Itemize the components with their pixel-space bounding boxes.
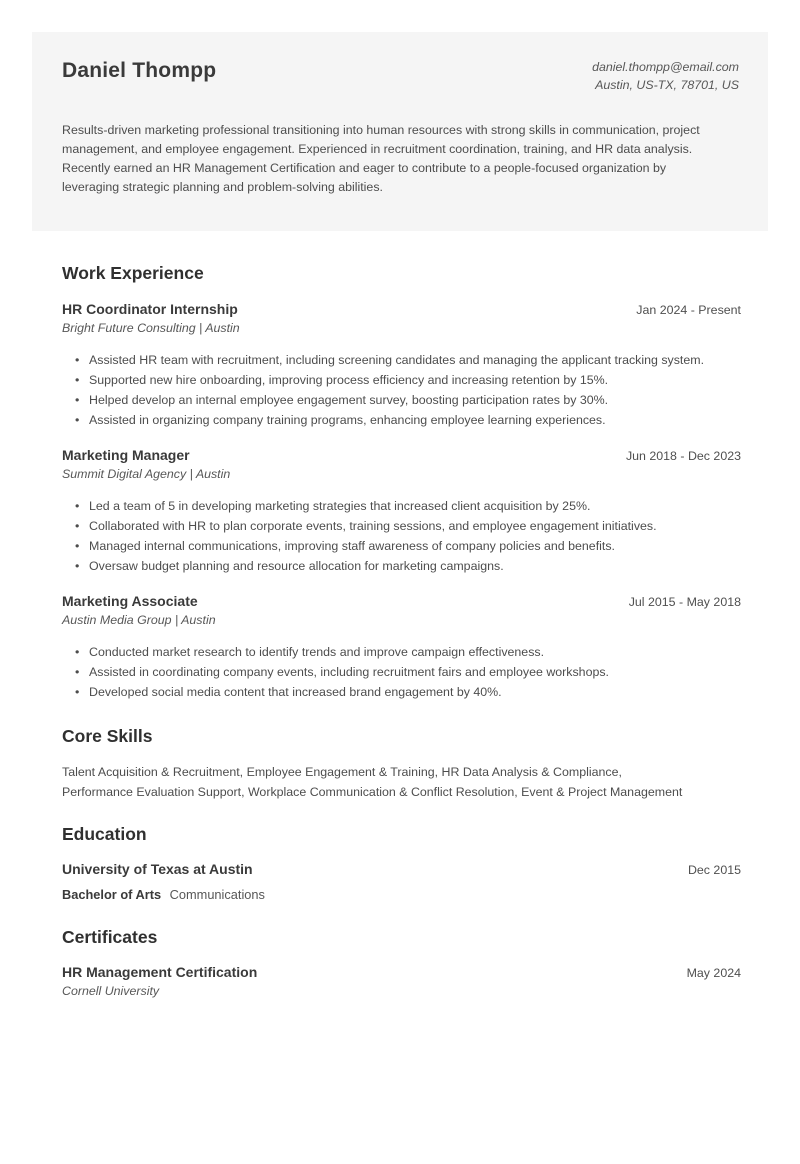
job-bullet: • Assisted in coordinating company events, including recruitment fairs and employee workshops.	[89, 663, 741, 682]
job-bullet: • Assisted in organizing company training programs, enhancing employee learning experiences.	[89, 411, 741, 430]
job-header	[62, 447, 741, 464]
certificate-issuer: Cornell University	[62, 984, 160, 998]
job-bullet: • Helped develop an internal employee engagement survey, boosting participation rates by 30%.	[89, 391, 741, 410]
job-role: Marketing Manager	[62, 447, 190, 463]
job-dates: Jul 2015 - May 2018	[628, 595, 741, 609]
job-bullet: • Developed social media content that increased brand engagement by 40%.	[89, 683, 741, 702]
job-dates: Jan 2024 - Present	[636, 303, 741, 317]
job-bullet: • Collaborated with HR to plan corporate events, training sessions, and employee engagement initiatives.	[89, 517, 741, 536]
education-degree: Bachelor of Arts	[62, 887, 162, 902]
education-school: University of Texas at Austin	[62, 861, 253, 877]
contact-email: daniel.thompp@email.com	[592, 60, 739, 74]
certificate-name: HR Management Certification	[62, 964, 258, 980]
job-header	[62, 301, 741, 318]
job-role: Marketing Associate	[62, 593, 198, 609]
education-date: Dec 2015	[687, 863, 741, 877]
job-entry	[62, 447, 741, 576]
header-top	[62, 58, 739, 94]
education-field: Communications	[169, 887, 265, 902]
job-header	[62, 593, 741, 610]
resume-body	[0, 263, 800, 999]
person-name: Daniel Thompp	[62, 59, 217, 82]
job-bullet: • Assisted HR team with recruitment, including screening candidates and managing the applicant tracking system.	[89, 351, 741, 370]
job-company: Austin Media Group | Austin	[62, 613, 216, 627]
skills-line: Performance Evaluation Support, Workplace Communication & Conflict Resolution, Event & Project Management	[62, 785, 683, 799]
section-title-certificates: Certificates	[62, 927, 158, 947]
summary-line: Results-driven marketing professional transitioning into human resources with strong skills in communication, project	[62, 123, 700, 137]
section-title-core-skills: Core Skills	[62, 726, 153, 746]
summary-line: Recently earned an HR Management Certification and eager to contribute to a people-focused organization by	[62, 161, 667, 175]
job-company: Summit Digital Agency | Austin	[62, 467, 231, 481]
job-entry	[62, 593, 741, 702]
job-role: HR Coordinator Internship	[62, 301, 238, 317]
job-bullet-list	[62, 351, 741, 430]
skills-line: Talent Acquisition & Recruitment, Employee Engagement & Training, HR Data Analysis & Compliance,	[62, 765, 622, 779]
professional-summary	[62, 121, 739, 197]
job-entry	[62, 301, 741, 430]
summary-line: management, and employee engagement. Experienced in recruitment coordination, training, and HR data analysis.	[62, 142, 693, 156]
resume-page	[0, 32, 800, 1164]
header-panel	[32, 32, 768, 231]
job-bullet: • Supported new hire onboarding, improving process efficiency and increasing retention by 15%.	[89, 371, 741, 390]
core-skills-text	[62, 762, 741, 802]
job-bullet-list	[62, 497, 741, 576]
contact-location: Austin, US-TX, 78701, US	[595, 78, 739, 92]
job-bullet: • Managed internal communications, improving staff awareness of company policies and benefits.	[89, 537, 741, 556]
contact-info	[592, 58, 739, 94]
education-degree-row	[62, 887, 741, 903]
job-bullet: • Conducted market research to identify trends and improve campaign effectiveness.	[89, 643, 741, 662]
summary-line: leveraging strategic planning and problem-solving abilities.	[62, 180, 383, 194]
job-bullet: • Oversaw budget planning and resource allocation for marketing campaigns.	[89, 557, 741, 576]
certificate-entry	[62, 964, 741, 981]
section-title-work-experience: Work Experience	[62, 263, 204, 283]
job-dates: Jun 2018 - Dec 2023	[625, 449, 741, 463]
certificate-date: May 2024	[686, 966, 741, 980]
job-bullet-list	[62, 643, 741, 702]
job-bullet: • Led a team of 5 in developing marketing strategies that increased client acquisition by 25%.	[89, 497, 741, 516]
education-entry	[62, 861, 741, 878]
section-title-education: Education	[62, 824, 147, 844]
job-company: Bright Future Consulting | Austin	[62, 321, 240, 335]
